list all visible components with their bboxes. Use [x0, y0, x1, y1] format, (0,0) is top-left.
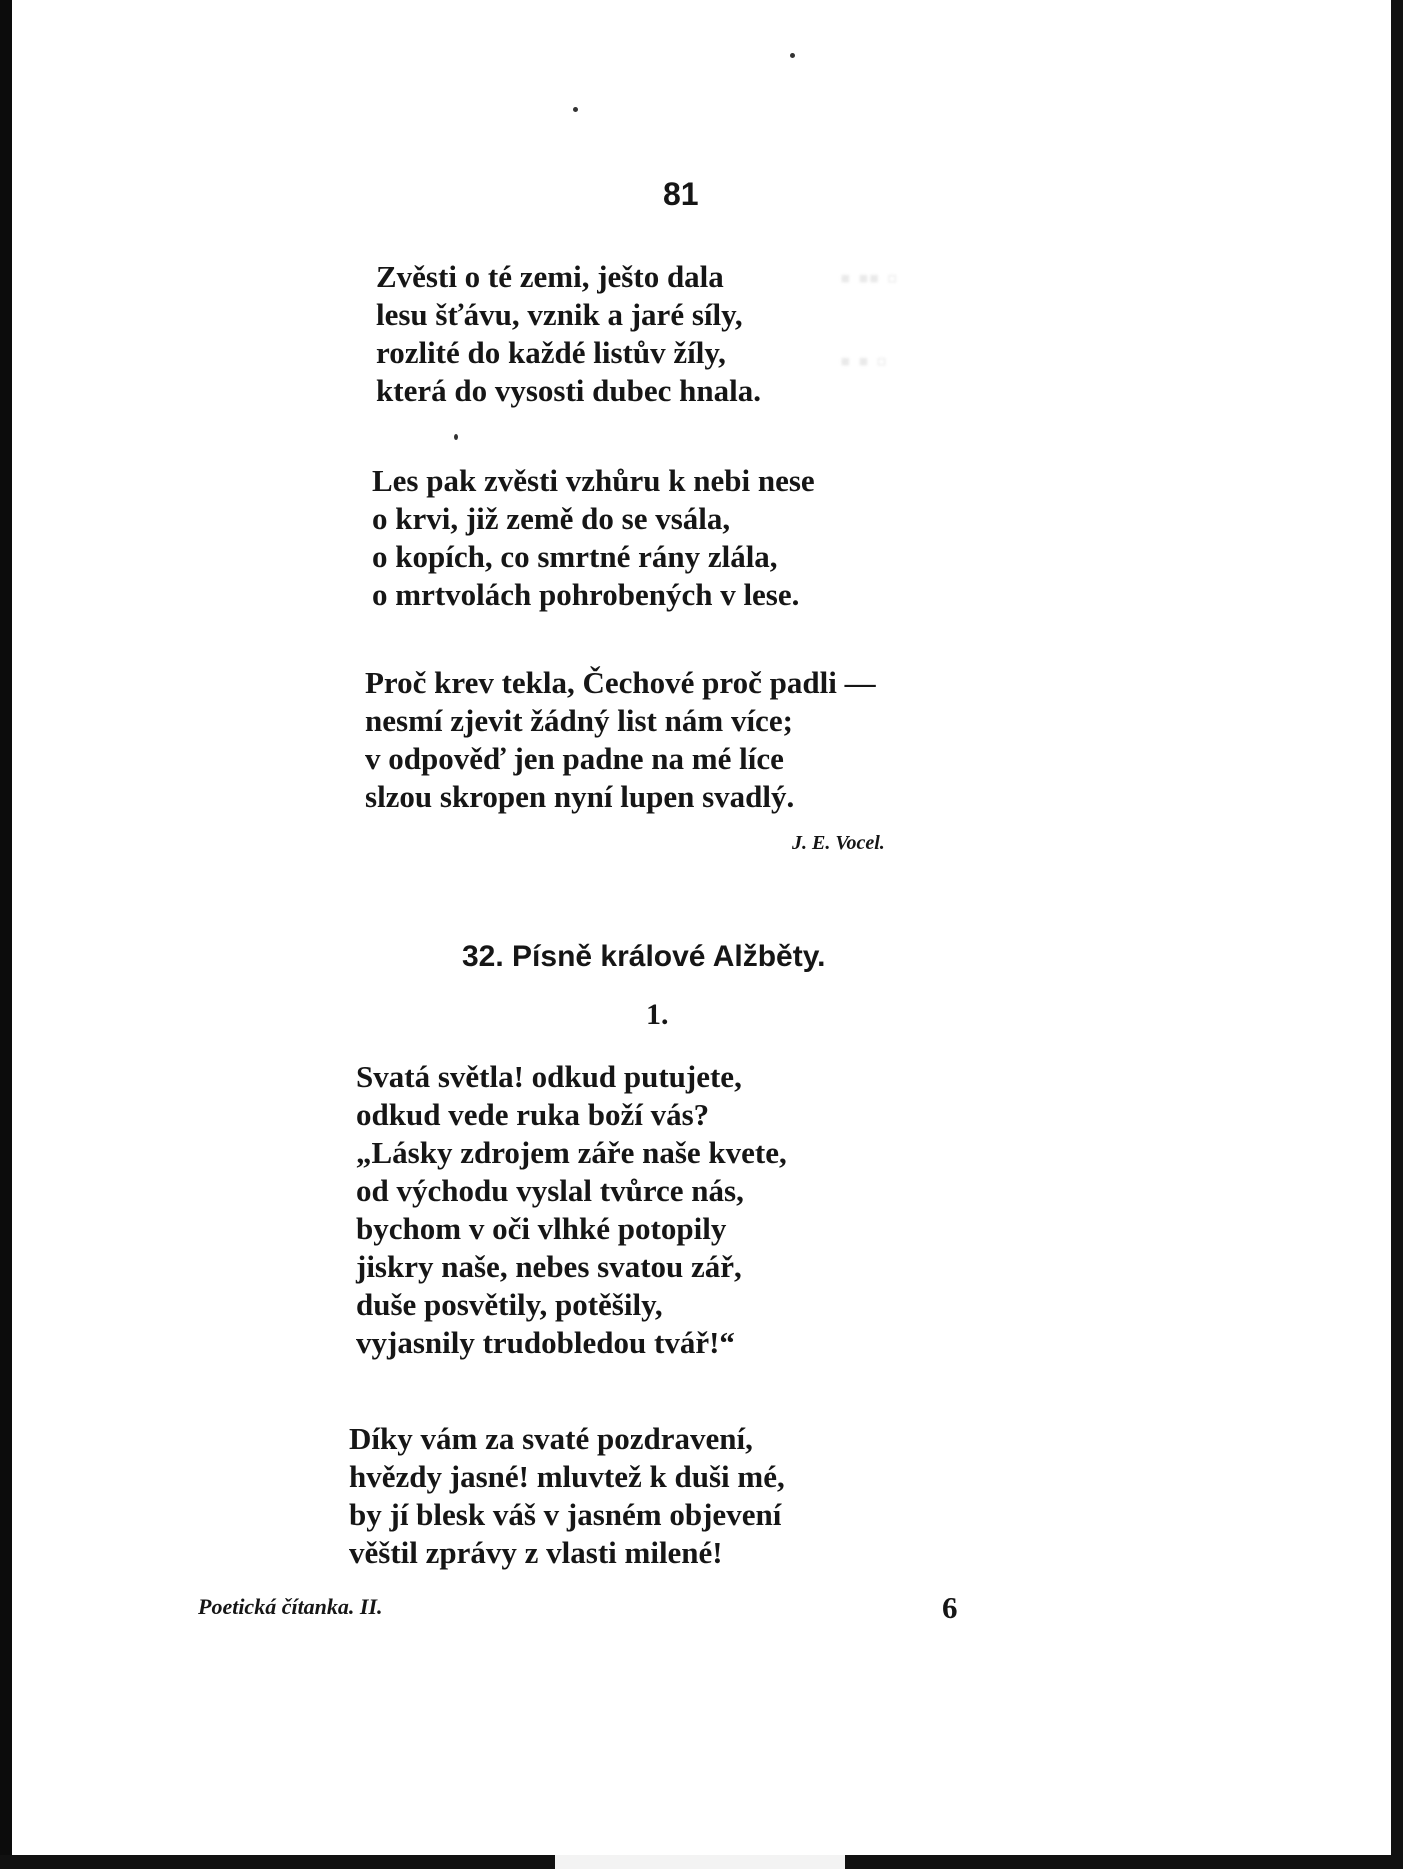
poem-stanza	[365, 664, 876, 816]
scan-bottom-gap	[555, 1855, 845, 1869]
verse-line: v odpověď jen padne na mé líce	[365, 741, 784, 776]
verse-line: rozlité do každé listův žíly,	[376, 335, 726, 370]
verse-line: Proč krev tekla, Čechové proč padli —	[365, 665, 876, 700]
verse-line: vyjasnily trudobledou tvář!“	[356, 1325, 735, 1360]
verse-line: věštil zprávy z vlasti milené!	[349, 1535, 723, 1570]
scan-speck	[790, 53, 795, 58]
verse-line: o mrtvolách pohrobených v lese.	[372, 577, 800, 612]
verse-line: o kopích, co smrtné rány zlála,	[372, 539, 778, 574]
section-title: 32. Písně králové Alžběty.	[462, 940, 826, 973]
verse-line: Díky vám za svaté pozdravení,	[349, 1421, 753, 1456]
scan-right-edge	[1391, 0, 1403, 1869]
verse-line: duše posvětily, potěšily,	[356, 1287, 663, 1322]
poem-stanza	[356, 1058, 787, 1362]
footer-sheet-number: 6	[942, 1590, 958, 1625]
verse-line: od východu vyslal tvůrce nás,	[356, 1173, 744, 1208]
author-signature: J. E. Vocel.	[792, 832, 885, 854]
verse-line: bychom v oči vlhké potopily	[356, 1211, 727, 1246]
verse-line: by jí blesk váš v jasném objevení	[349, 1497, 782, 1532]
verse-line: nesmí zjevit žádný list nám více;	[365, 703, 793, 738]
verse-line: lesu šťávu, vznik a jaré síly,	[376, 297, 743, 332]
verse-line: Zvěsti o té zemi, ješto dala	[376, 259, 724, 294]
section-subtitle: 1.	[646, 998, 669, 1031]
verse-line: Svatá světla! odkud putujete,	[356, 1059, 742, 1094]
scan-speck	[454, 434, 458, 440]
bleed-through-shadow: ▪ ▪ ▫	[840, 345, 887, 378]
verse-line: Les pak zvěsti vzhůru k nebi nese	[372, 463, 815, 498]
poem-stanza	[349, 1420, 785, 1572]
verse-line: slzou skropen nyní lupen svadlý.	[365, 779, 795, 814]
verse-line: „Lásky zdrojem záře naše kvete,	[356, 1135, 787, 1170]
page-number: 81	[663, 176, 699, 212]
scan-left-edge	[0, 0, 12, 1869]
poem-stanza	[372, 462, 815, 614]
verse-line: o krvi, již země do se vsála,	[372, 501, 731, 536]
footer-book-title: Poetická čítanka. II.	[198, 1594, 383, 1619]
poem-stanza	[376, 258, 761, 410]
bleed-through-shadow: ▪ ▪▪ ▫	[840, 262, 898, 295]
verse-line: která do vysosti dubec hnala.	[376, 373, 761, 408]
verse-line: hvězdy jasné! mluvtež k duši mé,	[349, 1459, 785, 1494]
scan-speck	[573, 107, 578, 112]
verse-line: jiskry naše, nebes svatou zář,	[356, 1249, 742, 1284]
verse-line: odkud vede ruka boží vás?	[356, 1097, 710, 1132]
